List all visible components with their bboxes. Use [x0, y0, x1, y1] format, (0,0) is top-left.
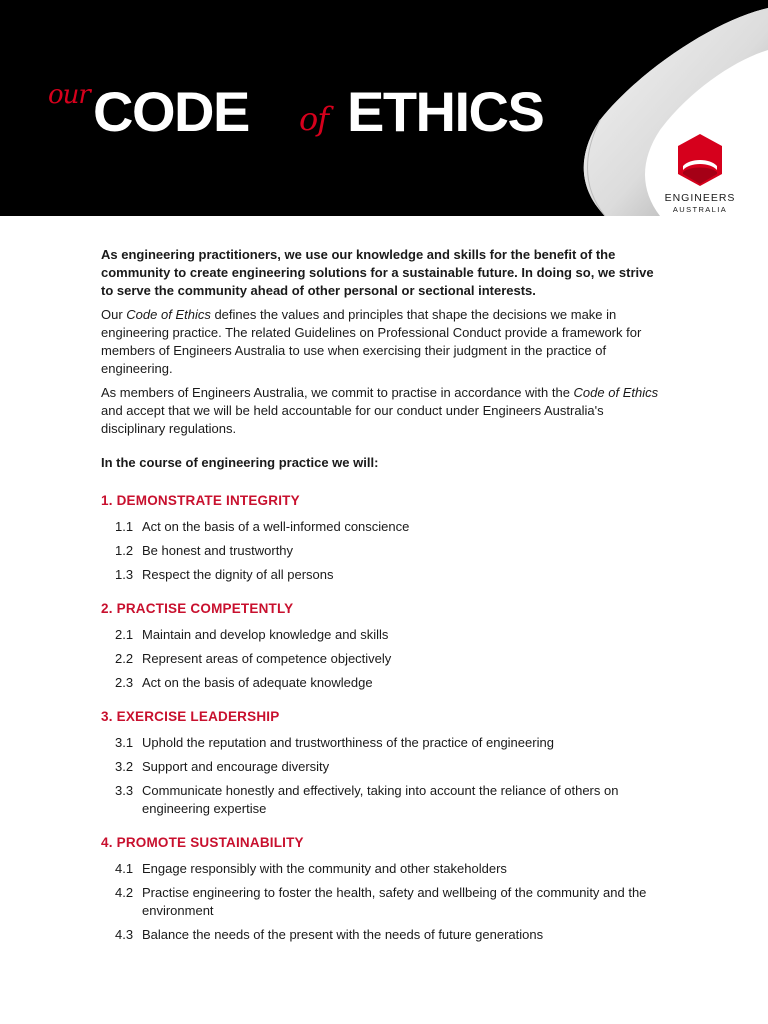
section-heading: 1. DEMONSTRATE INTEGRITY [101, 493, 300, 508]
title-ethics: ETHICS [347, 80, 544, 143]
title-of: of [299, 100, 329, 138]
item-number: 3.1 [115, 735, 134, 750]
item-text: Respect the dignity of all persons [142, 567, 334, 582]
list-item [101, 566, 667, 584]
item-number: 4.2 [115, 885, 134, 900]
list-item [101, 674, 667, 692]
engineers-australia-logo [660, 132, 740, 214]
paragraph-commitment [101, 384, 667, 438]
list-item [101, 782, 667, 818]
list-item [101, 518, 667, 536]
item-text: Maintain and develop knowledge and skills [142, 627, 389, 642]
list-item [101, 542, 667, 560]
paragraph-code-definition [101, 306, 667, 378]
paragraph-text: and accept that we will be held accountable for our conduct under Engineers Australia's disciplinary regulations. [101, 403, 604, 436]
item-text: Balance the needs of the present with the needs of future generations [142, 927, 544, 942]
title-our: our [48, 80, 90, 110]
list-item [101, 860, 667, 878]
document-body [101, 246, 667, 960]
logo-line-2: AUSTRALIA [672, 205, 728, 214]
list-item [101, 926, 667, 944]
paragraph-text: Our [101, 307, 127, 322]
item-text: Act on the basis of a well-informed conscience [142, 519, 410, 534]
section-heading: 3. EXERCISE LEADERSHIP [101, 709, 280, 724]
item-number: 4.3 [115, 927, 134, 942]
item-text: Uphold the reputation and trustworthiness of the practice of engineering [142, 735, 554, 750]
item-number: 2.1 [115, 627, 134, 642]
logo-line-1: ENGINEERS [664, 192, 736, 204]
item-text: Engage responsibly with the community and other stakeholders [142, 861, 507, 876]
section-leadership [101, 708, 667, 818]
list-item [101, 734, 667, 752]
lead-statement: In the course of engineering practice we will: [101, 455, 379, 470]
item-number: 2.3 [115, 675, 134, 690]
item-number: 3.3 [115, 783, 134, 798]
engineers-australia-logo-icon [674, 132, 726, 188]
item-number: 1.1 [115, 519, 134, 534]
item-text: Represent areas of competence objectively [142, 651, 392, 666]
item-text: Be honest and trustworthy [142, 543, 294, 558]
code-of-ethics-emphasis: Code of Ethics [126, 307, 211, 322]
section-competence [101, 600, 667, 692]
intro-paragraph: As engineering practitioners, we use our knowledge and skills for the benefit of the community to create engineering solutions for a sustainable future. In doing so, we strive to serve the community ahead of other personal or sectional interests. [101, 247, 654, 298]
item-text: Support and encourage diversity [142, 759, 330, 774]
item-text: Practise engineering to foster the health, safety and wellbeing of the community and the environment [142, 885, 647, 918]
title-code: CODE [93, 80, 249, 143]
item-text: Communicate honestly and effectively, taking into account the reliance of others on engineering expertise [142, 783, 619, 816]
item-number: 3.2 [115, 759, 134, 774]
item-number: 4.1 [115, 861, 134, 876]
list-item [101, 626, 667, 644]
code-of-ethics-emphasis: Code of Ethics [573, 385, 659, 400]
item-text: Act on the basis of adequate knowledge [142, 675, 373, 690]
section-integrity [101, 492, 667, 584]
list-item [101, 650, 667, 668]
list-item [101, 884, 667, 920]
paragraph-text: As members of Engineers Australia, we commit to practise in accordance with the [101, 385, 574, 400]
item-number: 2.2 [115, 651, 134, 666]
list-item [101, 758, 667, 776]
item-number: 1.2 [115, 543, 134, 558]
item-number: 1.3 [115, 567, 134, 582]
section-sustainability [101, 834, 667, 944]
section-heading: 4. PROMOTE SUSTAINABILITY [101, 835, 304, 850]
section-heading: 2. PRACTISE COMPETENTLY [101, 601, 294, 616]
paragraph-text: defines the values and principles that shape the decisions we make in engineering practice. The related Guidelines on Professional Conduct provide a framework for members of Engineers Australia to use when exercising their judgment in the practice of engineering. [101, 307, 642, 376]
